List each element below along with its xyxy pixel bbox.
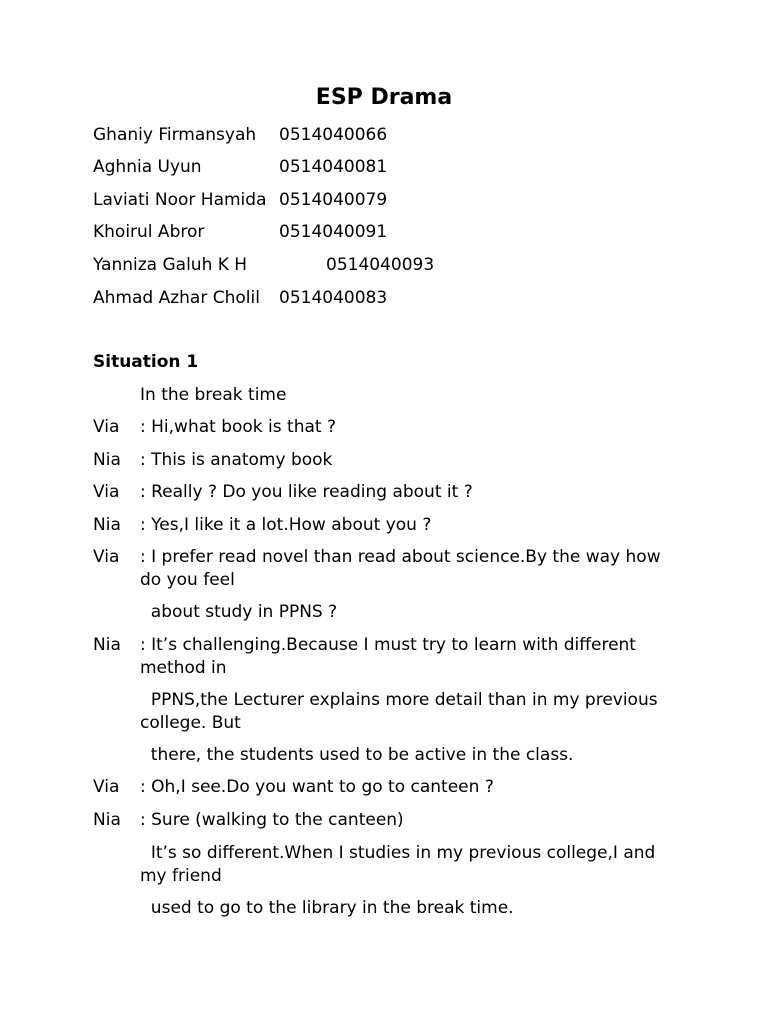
dialogue-continuation: about study in PPNS ?: [140, 602, 338, 622]
dialogue-speaker: Nia: [93, 450, 121, 470]
dialogue-text: : Yes,I like it a lot.How about you ?: [140, 515, 432, 535]
member-name: Yanniza Galuh K H: [93, 255, 248, 275]
dialogue-speaker: Nia: [93, 810, 121, 830]
member-id: 0514040081: [279, 157, 388, 177]
dialogue-text: : Oh,I see.Do you want to go to canteen ?: [140, 777, 494, 797]
member-name: Khoirul Abror: [93, 222, 205, 242]
dialogue-continuation: used to go to the library in the break time.: [140, 898, 514, 918]
dialogue-speaker: Via: [93, 547, 120, 567]
member-name: Ghaniy Firmansyah: [93, 125, 257, 145]
dialogue-continuation: there, the students used to be active in the class.: [140, 745, 574, 765]
member-id: 0514040066: [279, 125, 388, 145]
dialogue-text: : Really ? Do you like reading about it ?: [140, 482, 473, 502]
dialogue-continuation: It’s so different.When I studies in my previous college,I and my friend: [140, 843, 661, 886]
member-id: 0514040083: [279, 288, 388, 308]
dialogue-text: : I prefer read novel than read about science.By the way how do you feel: [140, 547, 661, 590]
dialogue-speaker: Via: [93, 777, 120, 797]
dialogue-text: : This is anatomy book: [140, 450, 333, 470]
member-name: Ahmad Azhar Cholil: [93, 288, 260, 308]
member-id: 0514040091: [279, 222, 388, 242]
member-id: 0514040093: [326, 255, 435, 275]
dialogue-speaker: Via: [93, 482, 120, 502]
situation-heading: Situation 1: [93, 352, 199, 372]
member-id: 0514040079: [279, 190, 388, 210]
member-name: Aghnia Uyun: [93, 157, 202, 177]
dialogue-speaker: Nia: [93, 515, 121, 535]
dialogue-speaker: Nia: [93, 635, 121, 655]
member-name: Laviati Noor Hamida: [93, 190, 267, 210]
dialogue-text: : Sure (walking to the canteen): [140, 810, 404, 830]
dialogue-text: : Hi,what book is that ?: [140, 417, 336, 437]
document-title: ESP Drama: [315, 85, 453, 110]
dialogue-speaker: Via: [93, 417, 120, 437]
dialogue-continuation: PPNS,the Lecturer explains more detail than in my previous college. But: [140, 690, 663, 733]
dialogue-text: : It’s challenging.Because I must try to learn with different method in: [140, 635, 636, 678]
scene-note: In the break time: [140, 385, 287, 405]
